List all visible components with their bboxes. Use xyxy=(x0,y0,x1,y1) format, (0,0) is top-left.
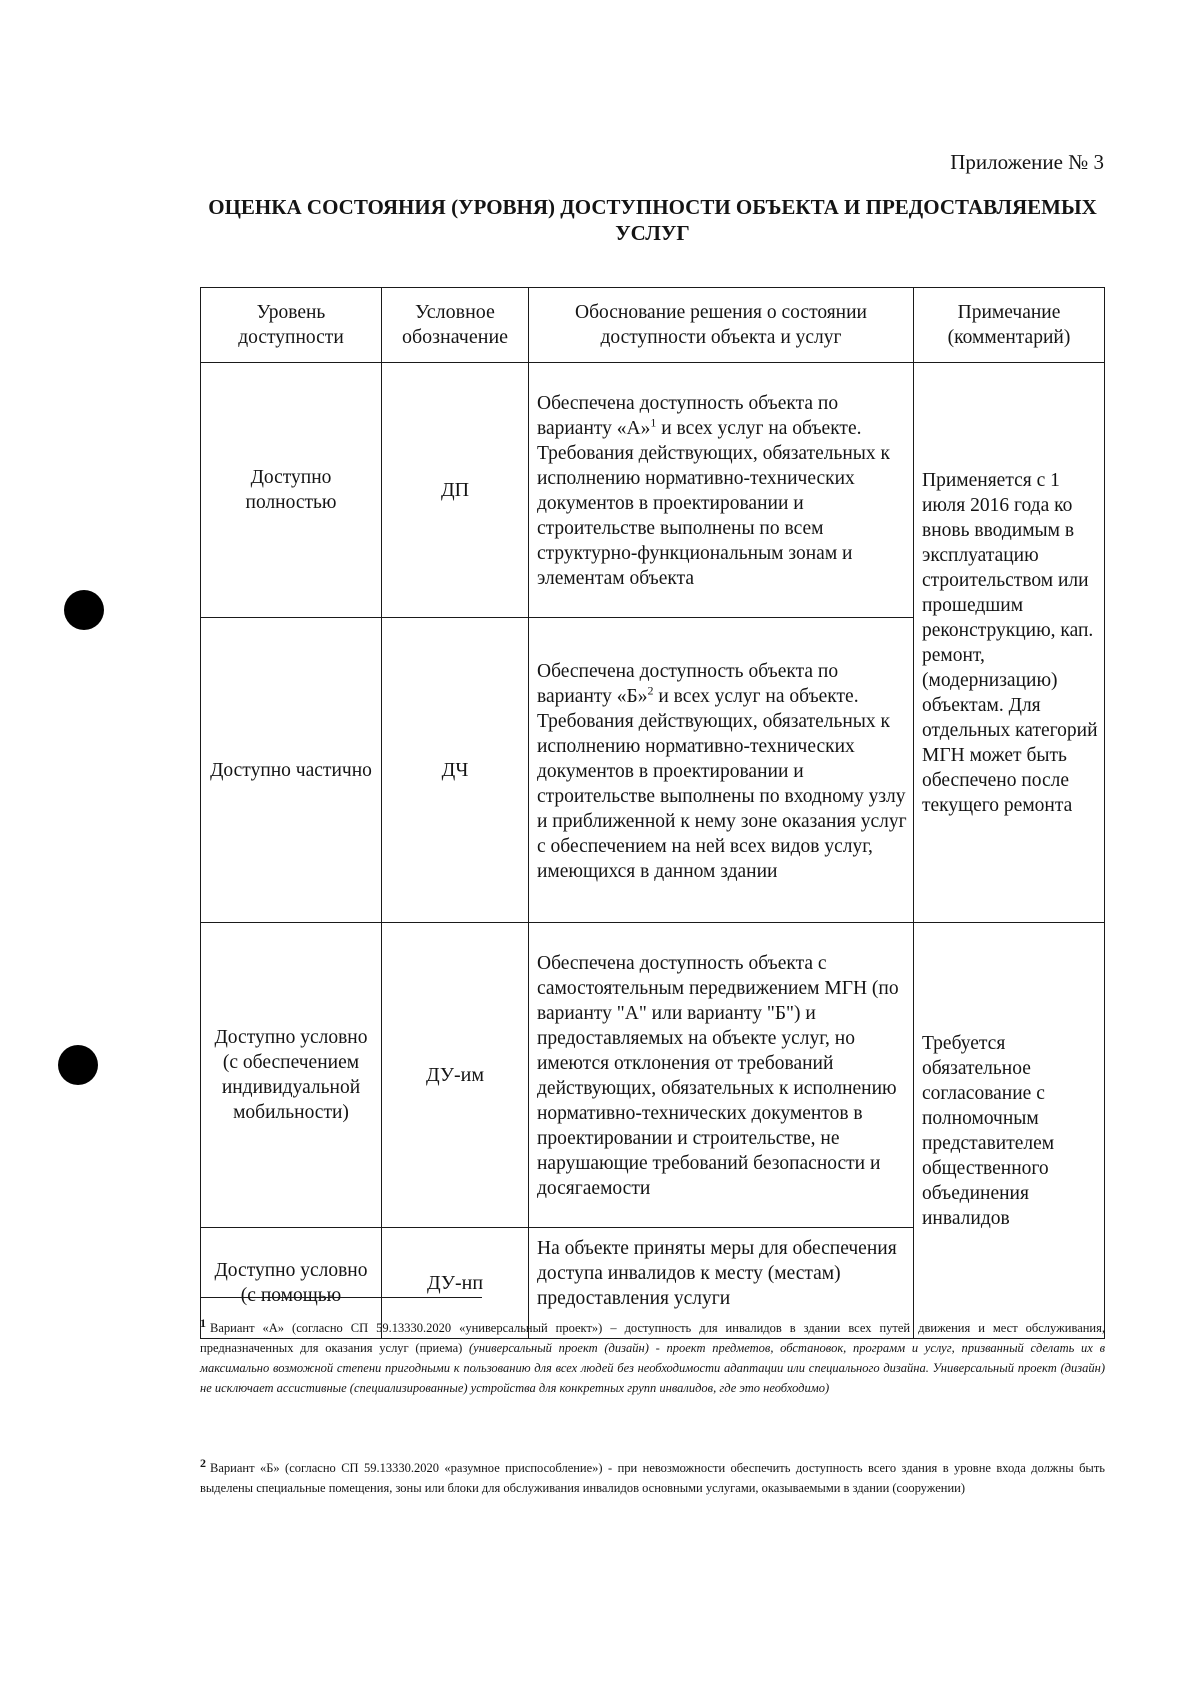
basis-cell: На объекте приняты меры для обеспечения доступа инвалидов к месту (местам) предоставления услуги xyxy=(529,1228,914,1339)
footnote-2 xyxy=(200,1455,1105,1498)
level-cell: Доступно условно (с обеспечением индивидуальной мобильности) xyxy=(201,923,382,1228)
code-cell: ДУ-нп xyxy=(382,1228,529,1339)
basis-text: Обеспечена доступность объекта по варианту «Б» xyxy=(537,660,839,707)
appendix-label: Приложение № 3 xyxy=(950,150,1104,174)
header-code: Условное обозначение xyxy=(382,288,529,363)
table-row xyxy=(201,363,1105,618)
code-cell: ДП xyxy=(382,363,529,618)
basis-text-cont: и всех услуг на объекте. Требования действующих, обязательных к исполнению нормативно-технических документов в проектировании и строительстве выполнены по всем структурно-функциональным зонам и элементам объекта xyxy=(537,418,891,589)
punch-hole xyxy=(58,1045,98,1085)
footnote-text-italic: (универсальный проект (дизайн) - проект предметов, обстановок, программ и услуг, призванный сделать их в максимально возможной степени пригодными к пользованию для всех людей без необходимости адаптации или специального дизайна. Универсальный проект (дизайн) не исключает ассистивные (специализированные) устройства для конкретных групп инвалидов, где это необходимо) xyxy=(200,1341,1106,1395)
basis-text-cont: и всех услуг на объекте. Требования действующих, обязательных к исполнению нормативно-технических документов в проектировании и строительстве выполнены по входному узлу и приближенной к нему зоне оказания услуг с обеспечением на ней всех видов услуг, имеющихся в данном здании xyxy=(537,685,907,882)
level-cell: Доступно условно (с помощью xyxy=(201,1228,382,1339)
footnote-text: Вариант «Б» (согласно СП 59.13330.2020 «разумное приспособление») - при невозможности обеспечить доступность всего здания в уровне входа должны быть выделены специальные помещения, зоны или блоки для обслуживания инвалидов основными услугами, оказываемыми в здании (сооружении) xyxy=(200,1461,1105,1495)
header-note: Примечание (комментарий) xyxy=(914,288,1105,363)
footnote-divider xyxy=(200,1297,482,1298)
footnote-mark: 1 xyxy=(200,1315,206,1330)
table-row xyxy=(201,923,1105,1228)
footnote-text: Вариант «А» (согласно СП 59.13330.2020 «универсальный проект») – доступность для инвалидов в здании всех путей движения и мест обслуживания, предназначенных для оказания услуг (приема) xyxy=(200,1321,1105,1355)
footnote-1 xyxy=(200,1315,1106,1398)
table-header xyxy=(201,288,1105,363)
table-header-row xyxy=(201,288,1105,363)
code-cell: ДУ-им xyxy=(382,923,529,1228)
code-cell: ДЧ xyxy=(382,618,529,923)
document-title: ОЦЕНКА СОСТОЯНИЯ (УРОВНЯ) ДОСТУПНОСТИ ОБЪЕКТА И ПРЕДОСТАВЛЯЕМЫХ УСЛУГ xyxy=(208,195,1097,245)
accessibility-table xyxy=(200,287,1105,1339)
header-level: Уровень доступности xyxy=(201,288,382,363)
basis-cell: Обеспечена доступность объекта с самостоятельным передвижением МГН (по варианту "А" или варианту "Б") и предоставляемых на объекте услуг, но имеются отклонения от требований действующих, обязательных к исполнению нормативно-технических документов в проектировании и строительстве, не нарушающие требований безопасности и досягаемости xyxy=(529,923,914,1228)
header-basis: Обоснование решения о состоянии доступности объекта и услуг xyxy=(529,288,914,363)
basis-text: Обеспечена доступность объекта по варианту «А» xyxy=(537,393,839,439)
note-cell: Применяется с 1 июля 2016 года ко вновь вводимым в эксплуатацию строительством или прошедшим реконструкцию, кап. ремонт, (модернизацию) объектам. Для отдельных категорий МГН может быть обеспечено после текущего ремонта xyxy=(914,363,1105,923)
footnote-ref: 1 xyxy=(650,415,657,430)
note-cell: Требуется обязательное согласование с полномочным представителем общественного объединения инвалидов xyxy=(914,923,1105,1339)
punch-hole xyxy=(64,590,104,630)
footnote-mark: 2 xyxy=(200,1455,206,1470)
basis-cell xyxy=(529,618,914,923)
level-cell: Доступно частично xyxy=(201,618,382,923)
basis-cell xyxy=(529,363,914,618)
footnote-ref: 2 xyxy=(647,683,654,697)
level-cell: Доступно полностью xyxy=(201,363,382,618)
